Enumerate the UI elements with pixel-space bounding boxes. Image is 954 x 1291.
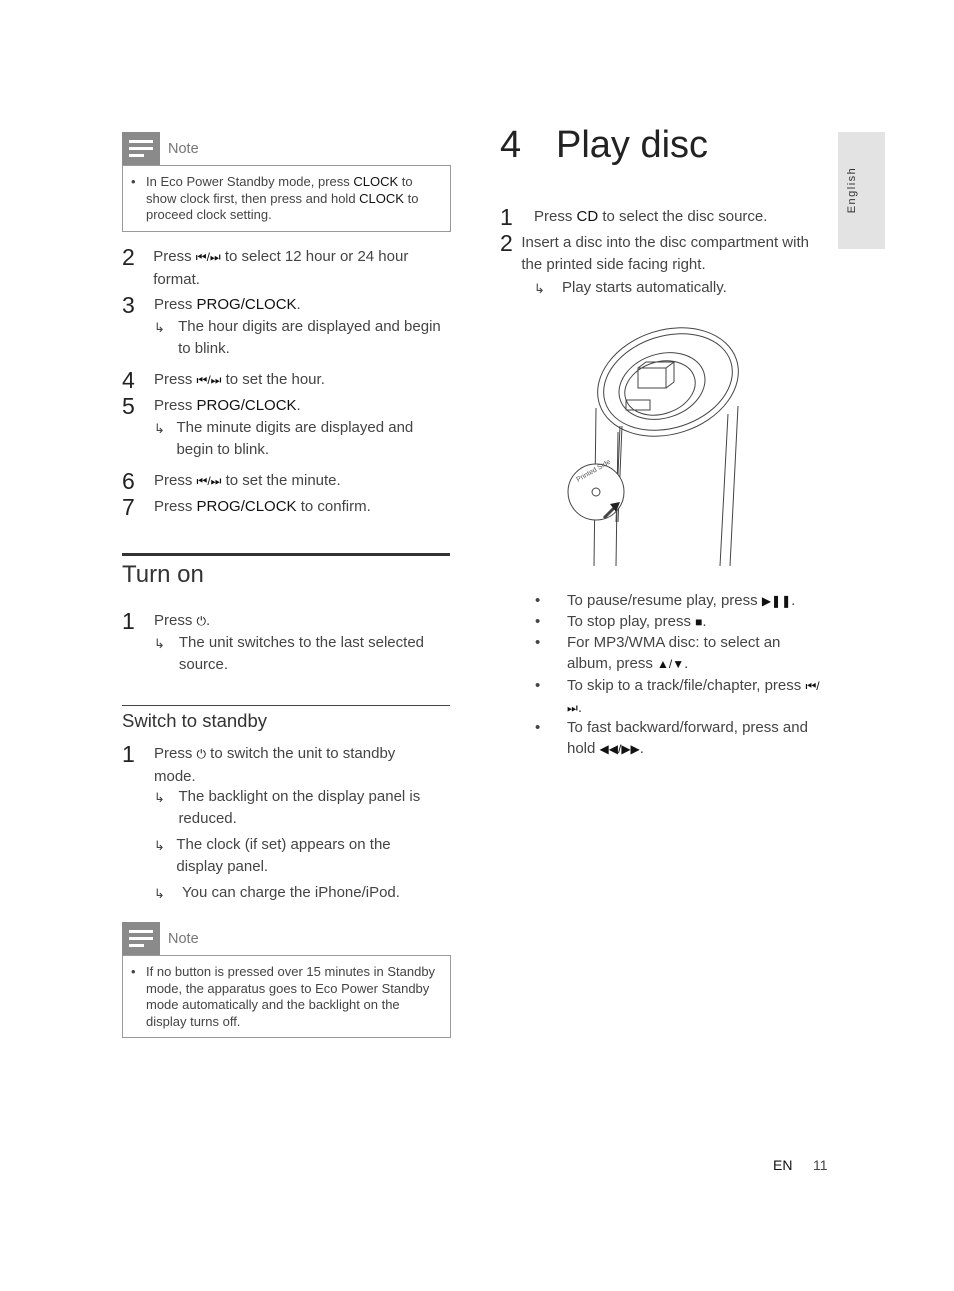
section-heading-turn-on: Turn on bbox=[122, 561, 204, 588]
result-arrow-icon: ↳ bbox=[534, 281, 545, 296]
step-result: ↳ The backlight on the display panel is reduced. bbox=[154, 786, 444, 829]
page-number: 11 bbox=[813, 1157, 828, 1173]
step-text: Press PROG/CLOCK. bbox=[154, 296, 301, 313]
play-pause-icon: ▶❚❚ bbox=[761, 594, 792, 608]
step-text: Press ⏻ to switch the unit to standby mode. bbox=[154, 745, 396, 785]
language-tab bbox=[838, 132, 885, 249]
step-text: Press ⏮/⏭ to select 12 hour or 24 hour format. bbox=[153, 248, 409, 288]
standby-step-1 bbox=[122, 743, 452, 787]
step-result: ↳ The hour digits are displayed and begin to blink. bbox=[154, 316, 452, 359]
prev-next-icon: ⏮/⏭ bbox=[195, 250, 221, 264]
result-arrow-icon: ↳ bbox=[154, 886, 165, 901]
step-2 bbox=[122, 246, 452, 290]
step-text: Press CD to select the disc source. bbox=[534, 208, 768, 225]
note-text: If no button is pressed over 15 minutes in Standby mode, the apparatus goes to Eco Power Standby mode automatically and the backlight on the display turns off. bbox=[146, 964, 436, 1029]
result-arrow-icon: ↳ bbox=[154, 790, 165, 805]
result-arrow-icon: ↳ bbox=[154, 838, 165, 853]
power-icon: ⏻ bbox=[196, 614, 207, 628]
step-number: 2 bbox=[122, 244, 135, 270]
note-header bbox=[122, 132, 199, 165]
note-icon bbox=[122, 132, 160, 165]
step-text: Press ⏮/⏭ to set the hour. bbox=[154, 371, 325, 388]
step-number: 4 bbox=[122, 367, 135, 393]
subsection-heading-standby: Switch to standby bbox=[122, 710, 267, 731]
step-result: ↳ The minute digits are displayed and begin to blink. bbox=[154, 417, 444, 460]
section-rule bbox=[122, 553, 450, 556]
result-arrow-icon: ↳ bbox=[154, 320, 165, 335]
step-result: ↳ The clock (if set) appears on the display panel. bbox=[154, 834, 424, 877]
step-text: Press PROG/CLOCK to confirm. bbox=[154, 498, 371, 515]
step-7 bbox=[122, 496, 452, 518]
power-icon: ⏻ bbox=[196, 747, 207, 761]
note-box: • If no button is pressed over 15 minutes in Standby mode, the apparatus goes to Eco Power Standby mode automatically and the backlight on the display turns off. bbox=[122, 955, 451, 1038]
prev-next-icon: ⏮/⏭ bbox=[196, 474, 222, 488]
step-result: ↳ Play starts automatically. bbox=[534, 277, 824, 300]
step-6 bbox=[122, 470, 452, 493]
chapter-title: Play disc bbox=[556, 124, 709, 166]
list-item: • For MP3/WMA disc: to select an album, press ▲/▼. bbox=[535, 634, 781, 672]
step-number: 1 bbox=[500, 204, 513, 230]
result-arrow-icon: ↳ bbox=[154, 421, 165, 436]
up-down-icon: ▲/▼ bbox=[657, 657, 685, 671]
step-result: ↳ You can charge the iPhone/iPod. bbox=[154, 882, 444, 905]
disc-insertion-illustration bbox=[560, 322, 750, 568]
step-4 bbox=[122, 369, 452, 392]
step-number: 1 bbox=[122, 608, 135, 634]
list-item: • To skip to a track/file/chapter, press ⏮/⏭. bbox=[535, 677, 820, 716]
note-box: • In Eco Power Standby mode, press CLOCK to show clock first, then press and hold CLOCK to proceed clock setting. bbox=[122, 165, 451, 232]
result-arrow-icon: ↳ bbox=[154, 636, 165, 651]
step-result: ↳ The unit switches to the last selected source. bbox=[154, 632, 444, 675]
step-number: 1 bbox=[122, 741, 135, 767]
subsection-rule bbox=[122, 705, 450, 706]
step-number: 2 bbox=[500, 230, 513, 256]
chapter-number: 4 bbox=[500, 124, 522, 166]
note-icon bbox=[122, 922, 160, 955]
play-step-1 bbox=[500, 206, 820, 228]
prev-next-icon: ⏮/⏭ bbox=[196, 373, 222, 387]
list-item: • To stop play, press ■. bbox=[535, 613, 707, 630]
note-label: Note bbox=[168, 930, 199, 947]
note-header bbox=[122, 922, 199, 955]
play-step-2 bbox=[500, 232, 820, 275]
step-number: 7 bbox=[122, 494, 135, 520]
prev-next-icon: ⏮/⏭ bbox=[567, 679, 820, 715]
printed-side-label: Printed Side bbox=[575, 458, 613, 484]
rewind-forward-icon: ◀◀/▶▶ bbox=[599, 742, 640, 756]
step-text: Press ⏮/⏭ to set the minute. bbox=[154, 472, 341, 489]
step-5 bbox=[122, 395, 452, 417]
stop-icon: ■ bbox=[695, 615, 703, 629]
step-number: 6 bbox=[122, 468, 135, 494]
step-number: 5 bbox=[122, 393, 135, 419]
language-tab-label: English bbox=[846, 166, 858, 214]
footer-lang: EN bbox=[773, 1157, 793, 1173]
note-label: Note bbox=[168, 140, 199, 157]
step-3 bbox=[122, 294, 452, 316]
step-text: Press PROG/CLOCK. bbox=[154, 397, 301, 414]
step-text: Press ⏻. bbox=[154, 612, 211, 629]
turn-on-step-1 bbox=[122, 610, 452, 633]
step-number: 3 bbox=[122, 292, 135, 318]
note-text: In Eco Power Standby mode, press CLOCK to show clock first, then press and hold CLOCK to proceed clock setting. bbox=[146, 174, 419, 222]
step-text: Insert a disc into the disc compartment with the printed side facing right. bbox=[521, 234, 809, 273]
list-item: • To pause/resume play, press ▶❚❚. bbox=[535, 592, 796, 609]
list-item: • To fast backward/forward, press and hold ◀◀/▶▶. bbox=[535, 719, 808, 757]
